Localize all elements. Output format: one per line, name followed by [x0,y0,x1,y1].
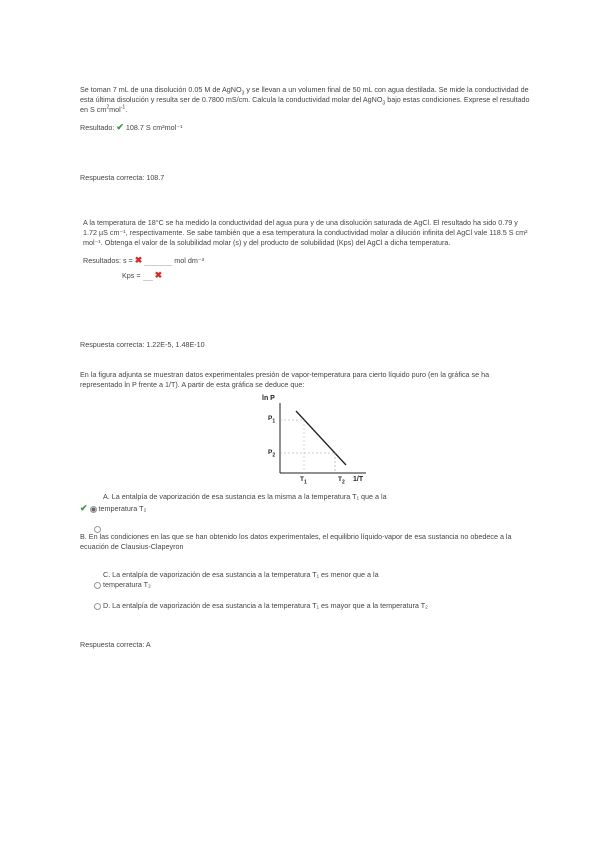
p1-letter: P [268,415,273,422]
data-line [296,411,346,465]
option-b-line1: B. En las condiciones en las que se han obtenido los datos experimentales, el equilibrio líquido-vapor de esa sustancia no obedece a la ecuación de [80,532,512,551]
q2-s-input[interactable] [144,256,172,266]
check-icon: ✔ [116,122,124,132]
q2-kps-label: Kps = [122,271,141,280]
p2-letter: P [268,449,273,456]
option-b-text [80,532,532,552]
cross-icon: ✖ [154,270,163,280]
check-icon: ✔ [80,503,88,513]
q1-result-unit: S cm²mol⁻¹ [145,123,183,132]
q2-correct-answer: Respuesta correcta: 1.22E-5, 1.48E-10 [80,340,205,349]
vapor-pressure-graph [258,395,378,490]
option-c-line2: temperatura T₂ [103,580,151,589]
graph-t1-label [300,476,307,486]
q1-correct-answer: Respuesta correcta: 108.7 [80,173,165,182]
q2-result-row [83,255,204,266]
q2-kps-input[interactable] [143,271,153,281]
option-a-line2: temperatura T₂ [98,504,147,513]
q1-text-part-d: mol [109,105,121,114]
q1-text-part-c: bajo estas condiciones. Exprese el resultado en S cm [80,95,530,114]
t1-sub: 1 [303,479,307,486]
option-b-line2: Clausius-Clapeyron [120,542,184,551]
q1-result-row [80,122,182,133]
graph-xlabel: 1/T [353,476,364,483]
option-c-line1: C. La entalpía de vaporización de esa sustancia a la temperatura T₁ es menor que a la [103,570,379,579]
t2-letter: T [338,476,342,483]
t2-sub: 2 [341,479,345,486]
q1-text-part-a: Se toman 7 mL de una disolución 0.05 M de AgNO [80,85,242,94]
q1-result-input[interactable]: 108.7 [125,123,144,132]
q2-result-label: Resultados: s = [83,256,133,265]
q3-correct-answer: Respuesta correcta: A [80,640,151,649]
q2-kps-row [122,270,162,281]
option-d-row[interactable] [94,601,428,611]
question-1-text: Se toman 7 mL de una disolución 0.05 M de AgNO$_3$ y se llevan a un volumen final de 50 mL con agua destilada. Se mide la conductividad de esta última disolución y resulta ser de 0.7800 mS/cm. Calcula la conductividad molar del AgNO$_3$ bajo estas condiciones. Exprese el resultado en S $cm^2mol^{-1}$. [80,85,530,114]
option-a-line1: A. La entalpía de vaporización de esa sustancia es la misma a la temperatura T₁ que a la [103,492,387,501]
option-d-line1: D. La entalpía de vaporización de esa sustancia a la temperatura T₁ es mayor que a la temperatura T₂ [103,601,428,610]
question-2-text: A la temperatura de 18°C se ha medido la conductividad del agua pura y de una disolución saturada de AgCl. El resultado ha sido 0.79 y 1.72 µS cm⁻¹, respectivamente. Se sabe también que a esa temperatura la conductividad molar a dilución infinita del AgCl vale 118.5 S cm² mol⁻¹. Obtenga el valor de la solubilidad molar (s) y del producto de solubilidad (Kps) del AgCl a dicha temperatura. [83,218,528,247]
option-c-row[interactable] [94,580,151,590]
q2-s-unit: mol dm⁻³ [174,256,205,265]
q1-result-label: Resultado: [80,123,115,132]
q1-text-part-b: y se llevan a un volumen final de 50 mL con agua destilada. Se mide la conductividad de esta última disolución y resulta ser de 0.7800 mS/cm. Calcula la conductividad molar del AgNO [80,85,529,104]
graph-t2-label [338,476,345,486]
option-c-radio[interactable] [94,582,101,589]
graph-ylabel: ln P [262,395,275,402]
option-a-radio[interactable] [90,506,97,513]
t1-letter: T [300,476,304,483]
cross-icon: ✖ [134,255,143,265]
p1-sub: 1 [272,418,276,425]
question-3-text: En la figura adjunta se muestran datos experimentales presión de vapor-temperatura para cierto líquido puro (en la gráfica se ha representado ln P frente a 1/T). A partir de esta gráfica se deduce que: [80,370,490,389]
p2-sub: 2 [272,452,276,459]
graph-p2-label [268,449,276,459]
graph-p1-label [268,415,276,425]
option-d-radio[interactable] [94,603,101,610]
option-a-row[interactable] [80,503,146,514]
